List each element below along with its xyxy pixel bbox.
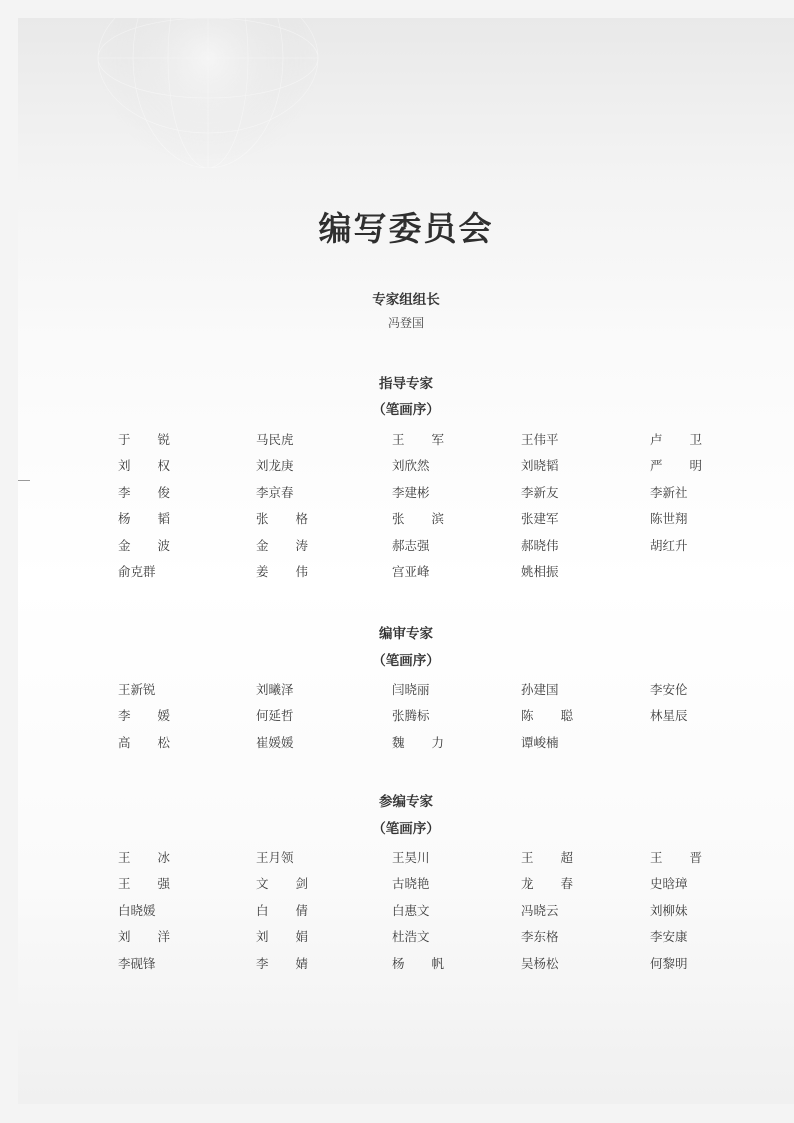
page-title: 编写委员会: [318, 209, 494, 248]
name-row: [118, 706, 718, 732]
member-name: 王月领: [256, 850, 294, 865]
member-name: 白 倩: [256, 902, 308, 918]
member-name: 李 媛: [118, 708, 170, 724]
member-name: 杨 帆: [392, 955, 444, 971]
guidance-heading: 指导专家: [379, 376, 433, 392]
member-name: 王新锐: [118, 682, 156, 697]
member-name: 吴杨松: [521, 955, 559, 971]
member-name: 闫晓丽: [392, 682, 430, 697]
member-name: 陈世翔: [650, 511, 688, 527]
review-heading: 编审专家: [379, 626, 433, 642]
member-name: 孙建国: [521, 682, 559, 697]
contributors-name-grid: [118, 848, 718, 980]
member-name: 胡红升: [650, 537, 688, 553]
globe-decoration: [58, 18, 358, 168]
name-row: [118, 733, 718, 759]
member-name: 李新社: [650, 484, 688, 500]
crop-mark: [18, 480, 30, 481]
member-name: 龙 春: [521, 876, 573, 892]
member-name: 刘 洋: [118, 929, 170, 945]
name-row: [118, 536, 718, 562]
member-name: 姚相振: [521, 563, 559, 579]
leader-heading: 专家组组长: [372, 292, 440, 308]
member-name: 李 婧: [256, 955, 308, 971]
member-name: 郝晓伟: [521, 537, 559, 553]
member-name: 李砚锋: [118, 955, 156, 971]
member-name: 古晓艳: [392, 876, 430, 892]
member-name: 王 冰: [118, 850, 170, 865]
member-name: 刘 权: [118, 458, 170, 474]
member-name: 姜 伟: [256, 563, 308, 579]
member-name: 杨 韬: [118, 511, 170, 527]
guidance-subheading: （笔画序）: [372, 402, 440, 418]
member-name: 俞克群: [118, 563, 156, 579]
member-name: 魏 力: [392, 734, 444, 750]
name-row: [118, 562, 718, 588]
member-name: 王昊川: [392, 850, 430, 865]
member-name: 崔媛媛: [256, 734, 294, 750]
member-name: 张腾标: [392, 708, 430, 724]
member-name: 金 波: [118, 537, 170, 553]
member-name: 严 明: [650, 458, 702, 474]
member-name: 张建军: [521, 511, 559, 527]
name-row: [118, 901, 718, 927]
member-name: 白晓媛: [118, 902, 156, 918]
member-name: 张 滨: [392, 511, 444, 527]
guidance-name-grid: [118, 430, 718, 588]
member-name: 李安伦: [650, 682, 688, 697]
member-name: 白惠文: [392, 902, 430, 918]
member-name: 张 格: [256, 511, 308, 527]
member-name: 郝志强: [392, 537, 430, 553]
member-name: 李东格: [521, 929, 559, 945]
review-name-grid: [118, 680, 718, 759]
member-name: 李新友: [521, 484, 559, 500]
member-name: 谭峻楠: [521, 734, 559, 750]
name-row: [118, 483, 718, 509]
name-row: [118, 680, 718, 706]
member-name: 王 晋: [650, 850, 702, 865]
member-name: 刘欣然: [392, 458, 430, 474]
member-name: 王 军: [392, 432, 444, 447]
member-name: 何黎明: [650, 955, 688, 971]
member-name: 王 强: [118, 876, 170, 892]
name-row: [118, 954, 718, 980]
member-name: 陈 聪: [521, 708, 573, 724]
member-name: 冯晓云: [521, 902, 559, 918]
review-subheading: （笔画序）: [372, 653, 440, 669]
member-name: 李建彬: [392, 484, 430, 500]
member-name: 金 涛: [256, 537, 308, 553]
member-name: 王 超: [521, 850, 573, 865]
member-name: 卢 卫: [650, 432, 702, 447]
member-name: 刘柳妹: [650, 902, 688, 918]
contributors-heading: 参编专家: [379, 794, 433, 810]
member-name: 刘晓韬: [521, 458, 559, 474]
member-name: 林星辰: [650, 708, 688, 724]
member-name: 杜浩文: [392, 929, 430, 945]
name-row: [118, 848, 718, 874]
member-name: 宫亚峰: [392, 563, 430, 579]
member-name: 马民虎: [256, 432, 294, 447]
member-name: 文 剑: [256, 876, 308, 892]
name-row: [118, 874, 718, 900]
member-name: 刘 娟: [256, 929, 308, 945]
member-name: 李京春: [256, 484, 294, 500]
member-name: 王伟平: [521, 432, 559, 447]
name-row: [118, 430, 718, 456]
member-name: 史晗璋: [650, 876, 688, 892]
member-name: 于 锐: [118, 432, 170, 447]
name-row: [118, 927, 718, 953]
name-row: [118, 509, 718, 535]
member-name: 李安康: [650, 929, 688, 945]
page: [18, 18, 794, 1104]
leader-name: 冯登国: [387, 316, 424, 330]
contributors-subheading: （笔画序）: [372, 821, 440, 837]
member-name: 刘龙庚: [256, 458, 294, 474]
member-name: 李 俊: [118, 484, 170, 500]
member-name: 高 松: [118, 734, 170, 750]
name-row: [118, 456, 718, 482]
member-name: 何延哲: [256, 708, 294, 724]
member-name: 刘曦泽: [256, 682, 294, 697]
